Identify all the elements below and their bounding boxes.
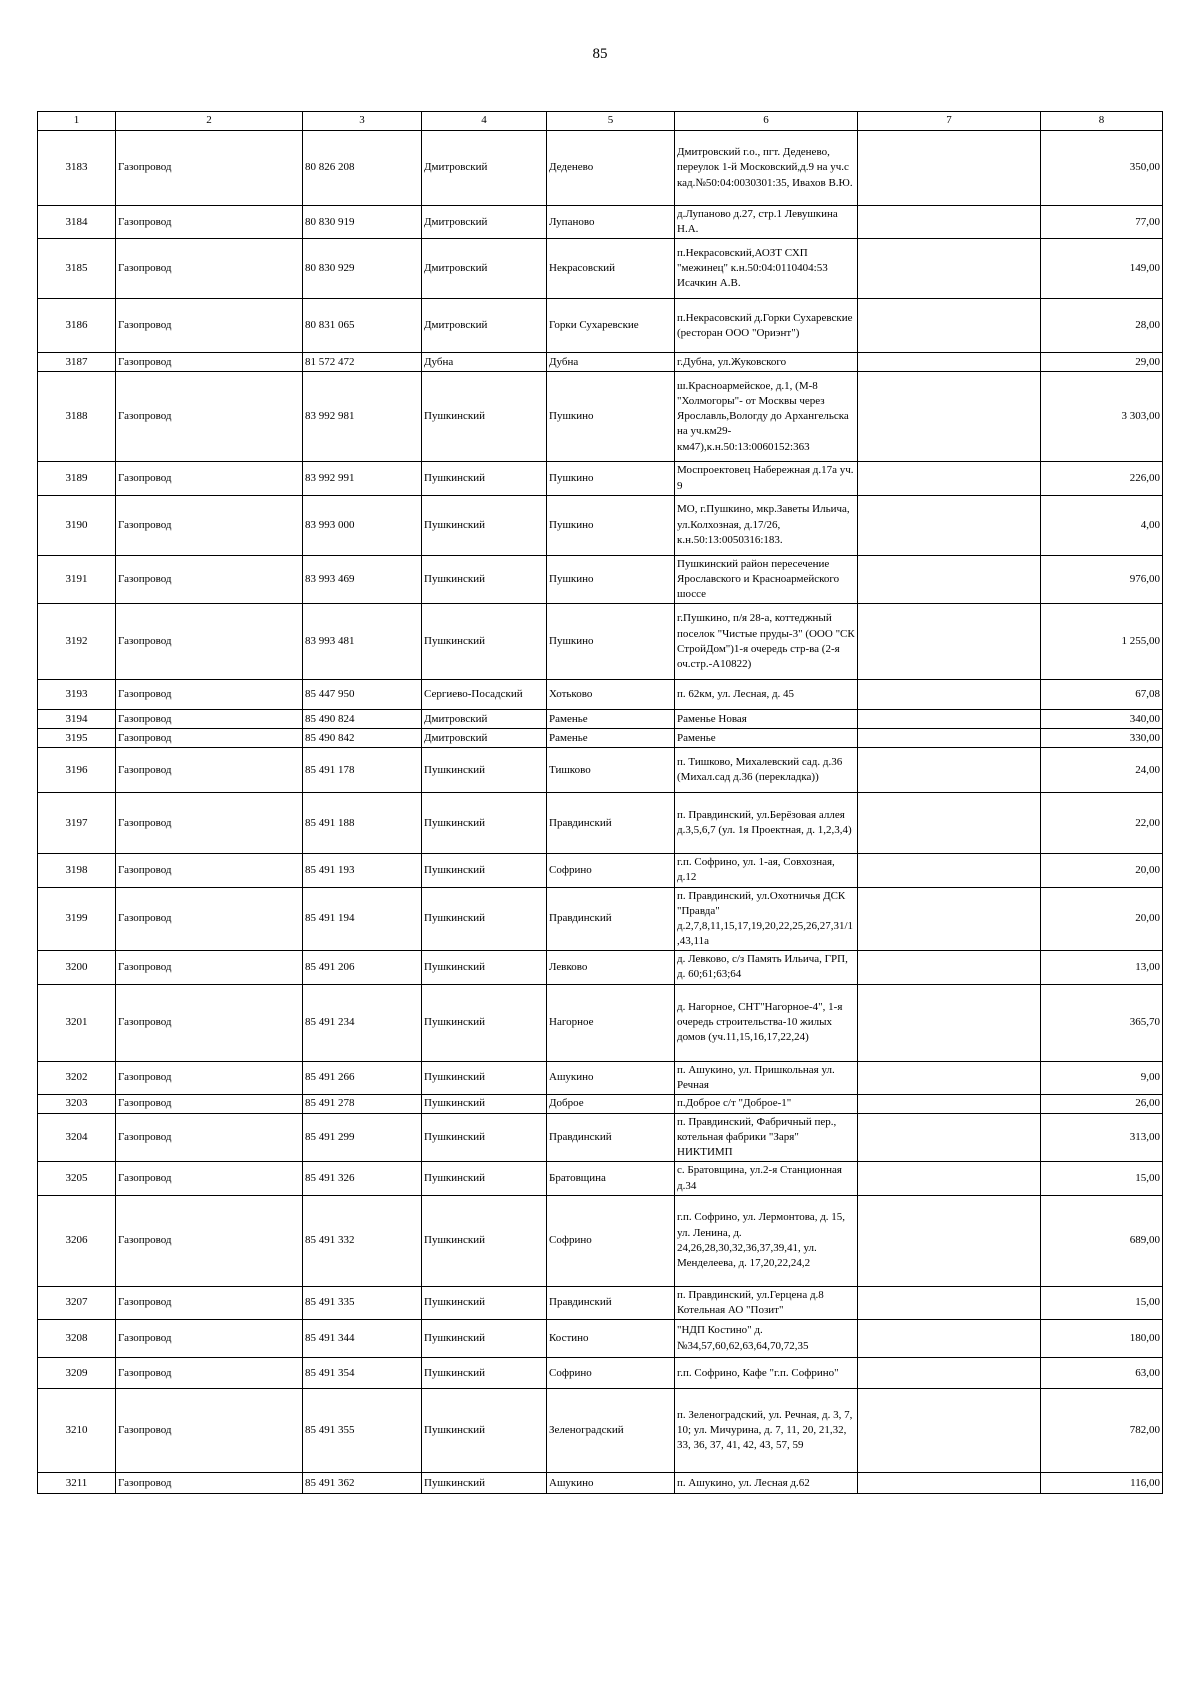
locality-cell: Пушкино	[547, 604, 675, 680]
length-cell: 29,00	[1041, 353, 1163, 372]
object-type-cell: Газопровод	[116, 984, 303, 1061]
table-row	[38, 680, 1163, 710]
note-cell	[858, 1094, 1041, 1113]
table-row	[38, 984, 1163, 1061]
district-cell: Пушкинский	[422, 1162, 547, 1195]
locality-cell: Тишково	[547, 748, 675, 793]
locality-cell: Пушкино	[547, 555, 675, 604]
table-row	[38, 299, 1163, 353]
header-cell: 2	[116, 112, 303, 131]
note-cell	[858, 604, 1041, 680]
note-cell	[858, 680, 1041, 710]
length-cell: 20,00	[1041, 854, 1163, 887]
address-cell: п.Некрасовский,АОЗТ СХП "межинец" к.н.50:04:0110404:53 Исачкин А.В.	[675, 239, 858, 299]
address-cell: д. Левково, с/з Память Ильича, ГРП, д. 60;61;63;64	[675, 951, 858, 984]
code-cell: 85 491 188	[303, 793, 422, 854]
locality-cell: Правдинский	[547, 1286, 675, 1319]
district-cell: Пушкинский	[422, 372, 547, 462]
address-cell: п. 62км, ул. Лесная, д. 45	[675, 680, 858, 710]
note-cell	[858, 131, 1041, 206]
row-number-cell: 3196	[38, 748, 116, 793]
code-cell: 85 491 266	[303, 1061, 422, 1094]
table-row	[38, 495, 1163, 555]
locality-cell: Раменье	[547, 729, 675, 748]
district-cell: Пушкинский	[422, 1320, 547, 1358]
code-cell: 85 491 234	[303, 984, 422, 1061]
length-cell: 226,00	[1041, 462, 1163, 495]
code-cell: 85 491 335	[303, 1286, 422, 1319]
object-type-cell: Газопровод	[116, 748, 303, 793]
table-row	[38, 239, 1163, 299]
locality-cell: Правдинский	[547, 793, 675, 854]
address-cell: п.Доброе с/т "Доброе-1"	[675, 1094, 858, 1113]
address-cell: с. Братовщина, ул.2-я Станционная д.34	[675, 1162, 858, 1195]
row-number-cell: 3189	[38, 462, 116, 495]
locality-cell: Дубна	[547, 353, 675, 372]
length-cell: 22,00	[1041, 793, 1163, 854]
code-cell: 85 491 206	[303, 951, 422, 984]
address-cell: г.п. Софрино, ул. 1-ая, Совхозная, д.12	[675, 854, 858, 887]
table-row	[38, 1286, 1163, 1319]
row-number-cell: 3208	[38, 1320, 116, 1358]
code-cell: 85 491 354	[303, 1358, 422, 1389]
code-cell: 85 491 326	[303, 1162, 422, 1195]
district-cell: Дмитровский	[422, 239, 547, 299]
note-cell	[858, 353, 1041, 372]
district-cell: Пушкинский	[422, 1061, 547, 1094]
table-row	[38, 372, 1163, 462]
table-row	[38, 1094, 1163, 1113]
row-number-cell: 3203	[38, 1094, 116, 1113]
note-cell	[858, 951, 1041, 984]
district-cell: Пушкинский	[422, 555, 547, 604]
district-cell: Пушкинский	[422, 951, 547, 984]
note-cell	[858, 793, 1041, 854]
note-cell	[858, 206, 1041, 239]
locality-cell: Раменье	[547, 710, 675, 729]
object-type-cell: Газопровод	[116, 887, 303, 951]
code-cell: 83 993 469	[303, 555, 422, 604]
object-type-cell: Газопровод	[116, 710, 303, 729]
district-cell: Пушкинский	[422, 495, 547, 555]
row-number-cell: 3190	[38, 495, 116, 555]
code-cell: 85 490 824	[303, 710, 422, 729]
district-cell: Пушкинский	[422, 462, 547, 495]
length-cell: 15,00	[1041, 1286, 1163, 1319]
object-type-cell: Газопровод	[116, 353, 303, 372]
code-cell: 83 993 481	[303, 604, 422, 680]
object-type-cell: Газопровод	[116, 1195, 303, 1286]
note-cell	[858, 1473, 1041, 1494]
table-row	[38, 353, 1163, 372]
header-cell: 7	[858, 112, 1041, 131]
district-cell: Пушкинский	[422, 887, 547, 951]
object-type-cell: Газопровод	[116, 1113, 303, 1162]
district-cell: Пушкинский	[422, 793, 547, 854]
table-row	[38, 1061, 1163, 1094]
address-cell: г.п. Софрино, Кафе "г.п. Софрино"	[675, 1358, 858, 1389]
locality-cell: Правдинский	[547, 887, 675, 951]
length-cell: 28,00	[1041, 299, 1163, 353]
district-cell: Пушкинский	[422, 1195, 547, 1286]
table-row	[38, 462, 1163, 495]
note-cell	[858, 372, 1041, 462]
table-row	[38, 1358, 1163, 1389]
registry-table	[37, 111, 1163, 1494]
locality-cell: Софрино	[547, 1358, 675, 1389]
row-number-cell: 3206	[38, 1195, 116, 1286]
address-cell: "НДП Костино" д.№34,57,60,62,63,64,70,72,35	[675, 1320, 858, 1358]
locality-cell: Братовщина	[547, 1162, 675, 1195]
district-cell: Пушкинский	[422, 748, 547, 793]
locality-cell: Пушкино	[547, 372, 675, 462]
row-number-cell: 3194	[38, 710, 116, 729]
row-number-cell: 3207	[38, 1286, 116, 1319]
row-number-cell: 3201	[38, 984, 116, 1061]
object-type-cell: Газопровод	[116, 1320, 303, 1358]
locality-cell: Софрино	[547, 854, 675, 887]
length-cell: 1 255,00	[1041, 604, 1163, 680]
object-type-cell: Газопровод	[116, 1286, 303, 1319]
table-row	[38, 1389, 1163, 1473]
row-number-cell: 3191	[38, 555, 116, 604]
row-number-cell: 3209	[38, 1358, 116, 1389]
table-row	[38, 1195, 1163, 1286]
object-type-cell: Газопровод	[116, 555, 303, 604]
object-type-cell: Газопровод	[116, 1061, 303, 1094]
object-type-cell: Газопровод	[116, 239, 303, 299]
table-row	[38, 604, 1163, 680]
code-cell: 80 830 919	[303, 206, 422, 239]
table-row	[38, 1113, 1163, 1162]
header-cell: 4	[422, 112, 547, 131]
length-cell: 4,00	[1041, 495, 1163, 555]
note-cell	[858, 299, 1041, 353]
district-cell: Дмитровский	[422, 729, 547, 748]
row-number-cell: 3187	[38, 353, 116, 372]
district-cell: Дмитровский	[422, 206, 547, 239]
code-cell: 85 491 178	[303, 748, 422, 793]
code-cell: 81 572 472	[303, 353, 422, 372]
note-cell	[858, 1389, 1041, 1473]
row-number-cell: 3211	[38, 1473, 116, 1494]
code-cell: 85 491 362	[303, 1473, 422, 1494]
row-number-cell: 3192	[38, 604, 116, 680]
note-cell	[858, 1320, 1041, 1358]
note-cell	[858, 748, 1041, 793]
code-cell: 85 491 355	[303, 1389, 422, 1473]
code-cell: 85 491 344	[303, 1320, 422, 1358]
code-cell: 85 490 842	[303, 729, 422, 748]
note-cell	[858, 462, 1041, 495]
length-cell: 116,00	[1041, 1473, 1163, 1494]
district-cell: Пушкинский	[422, 1094, 547, 1113]
row-number-cell: 3186	[38, 299, 116, 353]
object-type-cell: Газопровод	[116, 680, 303, 710]
object-type-cell: Газопровод	[116, 206, 303, 239]
district-cell: Дмитровский	[422, 299, 547, 353]
locality-cell: Лупаново	[547, 206, 675, 239]
page-number: 85	[592, 46, 608, 62]
address-cell: п. Зеленоградский, ул. Речная, д. 3, 7, 10; ул. Мичурина, д. 7, 11, 20, 21,32, 33, 36, 37, 41, 42, 43, 57, 59	[675, 1389, 858, 1473]
table-row	[38, 748, 1163, 793]
locality-cell: Доброе	[547, 1094, 675, 1113]
district-cell: Дмитровский	[422, 710, 547, 729]
object-type-cell: Газопровод	[116, 462, 303, 495]
address-cell: ш.Красноармейское, д.1, (М-8 "Холмогоры"- от Москвы через Ярославль,Вологду до Архангельска на уч.км29-км47),к.н.50:13:0060152:363	[675, 372, 858, 462]
length-cell: 15,00	[1041, 1162, 1163, 1195]
address-cell: г.п. Софрино, ул. Лермонтова, д. 15, ул. Ленина, д. 24,26,28,30,32,36,37,39,41, ул. Менделеева, д. 17,20,22,24,2	[675, 1195, 858, 1286]
table-row	[38, 729, 1163, 748]
table-row	[38, 710, 1163, 729]
row-number-cell: 3199	[38, 887, 116, 951]
address-cell: д.Лупаново д.27, стр.1 Левушкина Н.А.	[675, 206, 858, 239]
locality-cell: Пушкино	[547, 495, 675, 555]
address-cell: п. Ашукино, ул. Пришкольная ул. Речная	[675, 1061, 858, 1094]
district-cell: Дмитровский	[422, 131, 547, 206]
row-number-cell: 3204	[38, 1113, 116, 1162]
header-cell: 6	[675, 112, 858, 131]
locality-cell: Костино	[547, 1320, 675, 1358]
object-type-cell: Газопровод	[116, 372, 303, 462]
district-cell: Пушкинский	[422, 604, 547, 680]
district-cell: Пушкинский	[422, 1358, 547, 1389]
row-number-cell: 3200	[38, 951, 116, 984]
header-cell: 1	[38, 112, 116, 131]
row-number-cell: 3210	[38, 1389, 116, 1473]
row-number-cell: 3202	[38, 1061, 116, 1094]
object-type-cell: Газопровод	[116, 495, 303, 555]
table-row	[38, 206, 1163, 239]
length-cell: 77,00	[1041, 206, 1163, 239]
length-cell: 330,00	[1041, 729, 1163, 748]
note-cell	[858, 1358, 1041, 1389]
row-number-cell: 3185	[38, 239, 116, 299]
table-row	[38, 1162, 1163, 1195]
address-cell: п. Тишково, Михалевский сад. д.36 (Михал.сад д.36 (перекладка))	[675, 748, 858, 793]
code-cell: 85 491 299	[303, 1113, 422, 1162]
locality-cell: Нагорное	[547, 984, 675, 1061]
district-cell: Пушкинский	[422, 1389, 547, 1473]
address-cell: МО, г.Пушкино, мкр.Заветы Ильича, ул.Колхозная, д.17/26, к.н.50:13:0050316:183.	[675, 495, 858, 555]
note-cell	[858, 1162, 1041, 1195]
object-type-cell: Газопровод	[116, 854, 303, 887]
locality-cell: Деденево	[547, 131, 675, 206]
code-cell: 80 831 065	[303, 299, 422, 353]
district-cell: Пушкинский	[422, 1473, 547, 1494]
address-cell: Раменье	[675, 729, 858, 748]
address-cell: Пушкинский район пересечение Ярославского и Красноармейского шоссе	[675, 555, 858, 604]
locality-cell: Правдинский	[547, 1113, 675, 1162]
code-cell: 85 491 193	[303, 854, 422, 887]
length-cell: 67,08	[1041, 680, 1163, 710]
address-cell: г.Дубна, ул.Жуковского	[675, 353, 858, 372]
locality-cell: Некрасовский	[547, 239, 675, 299]
table-body	[38, 131, 1163, 1494]
table-row	[38, 555, 1163, 604]
district-cell: Сергиево-Посадский	[422, 680, 547, 710]
length-cell: 689,00	[1041, 1195, 1163, 1286]
address-cell: п. Правдинский, ул.Берёзовая аллея д.3,5,6,7 (ул. 1я Проектная, д. 1,2,3,4)	[675, 793, 858, 854]
header-row	[38, 112, 1163, 131]
note-cell	[858, 984, 1041, 1061]
note-cell	[858, 239, 1041, 299]
length-cell: 20,00	[1041, 887, 1163, 951]
row-number-cell: 3184	[38, 206, 116, 239]
length-cell: 13,00	[1041, 951, 1163, 984]
length-cell: 26,00	[1041, 1094, 1163, 1113]
note-cell	[858, 1195, 1041, 1286]
length-cell: 976,00	[1041, 555, 1163, 604]
district-cell: Пушкинский	[422, 984, 547, 1061]
table-row	[38, 854, 1163, 887]
object-type-cell: Газопровод	[116, 951, 303, 984]
address-cell: Раменье Новая	[675, 710, 858, 729]
row-number-cell: 3195	[38, 729, 116, 748]
row-number-cell: 3193	[38, 680, 116, 710]
locality-cell: Хотьково	[547, 680, 675, 710]
table-row	[38, 1320, 1163, 1358]
district-cell: Пушкинский	[422, 1113, 547, 1162]
district-cell: Дубна	[422, 353, 547, 372]
object-type-cell: Газопровод	[116, 299, 303, 353]
length-cell: 180,00	[1041, 1320, 1163, 1358]
length-cell: 63,00	[1041, 1358, 1163, 1389]
note-cell	[858, 729, 1041, 748]
address-cell: Моспроектовец Набережная д.17а уч. 9	[675, 462, 858, 495]
locality-cell: Пушкино	[547, 462, 675, 495]
object-type-cell: Газопровод	[116, 793, 303, 854]
object-type-cell: Газопровод	[116, 131, 303, 206]
code-cell: 80 826 208	[303, 131, 422, 206]
address-cell: п. Правдинский, ул.Охотничья ДСК "Правда" д.2,7,8,11,15,17,19,20,22,25,26,27,31/1,43,11а	[675, 887, 858, 951]
object-type-cell: Газопровод	[116, 729, 303, 748]
length-cell: 340,00	[1041, 710, 1163, 729]
note-cell	[858, 1113, 1041, 1162]
length-cell: 24,00	[1041, 748, 1163, 793]
note-cell	[858, 710, 1041, 729]
object-type-cell: Газопровод	[116, 1358, 303, 1389]
code-cell: 85 491 194	[303, 887, 422, 951]
note-cell	[858, 1286, 1041, 1319]
length-cell: 9,00	[1041, 1061, 1163, 1094]
locality-cell: Зеленоградский	[547, 1389, 675, 1473]
table-row	[38, 793, 1163, 854]
object-type-cell: Газопровод	[116, 1094, 303, 1113]
object-type-cell: Газопровод	[116, 604, 303, 680]
district-cell: Пушкинский	[422, 1286, 547, 1319]
locality-cell: Горки Сухаревские	[547, 299, 675, 353]
object-type-cell: Газопровод	[116, 1162, 303, 1195]
code-cell: 85 447 950	[303, 680, 422, 710]
note-cell	[858, 555, 1041, 604]
address-cell: Дмитровский г.о., пгт. Деденево, переулок 1-й Московский,д.9 на уч.с кад.№50:04:0030301:35, Ивахов В.Ю.	[675, 131, 858, 206]
table-row	[38, 951, 1163, 984]
address-cell: п. Правдинский, ул.Герцена д.8 Котельная АО "Позит"	[675, 1286, 858, 1319]
code-cell: 85 491 278	[303, 1094, 422, 1113]
length-cell: 3 303,00	[1041, 372, 1163, 462]
table-row	[38, 131, 1163, 206]
length-cell: 149,00	[1041, 239, 1163, 299]
header-cell: 3	[303, 112, 422, 131]
note-cell	[858, 854, 1041, 887]
address-cell: п. Правдинский, Фабричный пер., котельная фабрики "Заря" НИКТИМП	[675, 1113, 858, 1162]
address-cell: г.Пушкино, п/я 28-а, коттеджный поселок "Чистые пруды-3" (ООО "СК СтройДом")1-я очередь стр-ва (2-я оч.стр.-А10822)	[675, 604, 858, 680]
length-cell: 782,00	[1041, 1389, 1163, 1473]
row-number-cell: 3197	[38, 793, 116, 854]
length-cell: 365,70	[1041, 984, 1163, 1061]
length-cell: 313,00	[1041, 1113, 1163, 1162]
table-row	[38, 887, 1163, 951]
code-cell: 83 992 991	[303, 462, 422, 495]
code-cell: 83 993 000	[303, 495, 422, 555]
header-cell: 8	[1041, 112, 1163, 131]
row-number-cell: 3188	[38, 372, 116, 462]
row-number-cell: 3205	[38, 1162, 116, 1195]
address-cell: п.Некрасовский д.Горки Сухаревские (ресторан ООО "Ориэнт")	[675, 299, 858, 353]
length-cell: 350,00	[1041, 131, 1163, 206]
header-cell: 5	[547, 112, 675, 131]
table-row	[38, 1473, 1163, 1494]
locality-cell: Ашукино	[547, 1473, 675, 1494]
code-cell: 85 491 332	[303, 1195, 422, 1286]
code-cell: 83 992 981	[303, 372, 422, 462]
locality-cell: Ашукино	[547, 1061, 675, 1094]
object-type-cell: Газопровод	[116, 1389, 303, 1473]
locality-cell: Левково	[547, 951, 675, 984]
locality-cell: Софрино	[547, 1195, 675, 1286]
row-number-cell: 3198	[38, 854, 116, 887]
district-cell: Пушкинский	[422, 854, 547, 887]
code-cell: 80 830 929	[303, 239, 422, 299]
note-cell	[858, 1061, 1041, 1094]
row-number-cell: 3183	[38, 131, 116, 206]
address-cell: д. Нагорное, СНТ"Нагорное-4", 1-я очередь строительства-10 жилых домов (уч.11,15,16,17,22,24)	[675, 984, 858, 1061]
note-cell	[858, 887, 1041, 951]
object-type-cell: Газопровод	[116, 1473, 303, 1494]
address-cell: п. Ашукино, ул. Лесная д.62	[675, 1473, 858, 1494]
note-cell	[858, 495, 1041, 555]
